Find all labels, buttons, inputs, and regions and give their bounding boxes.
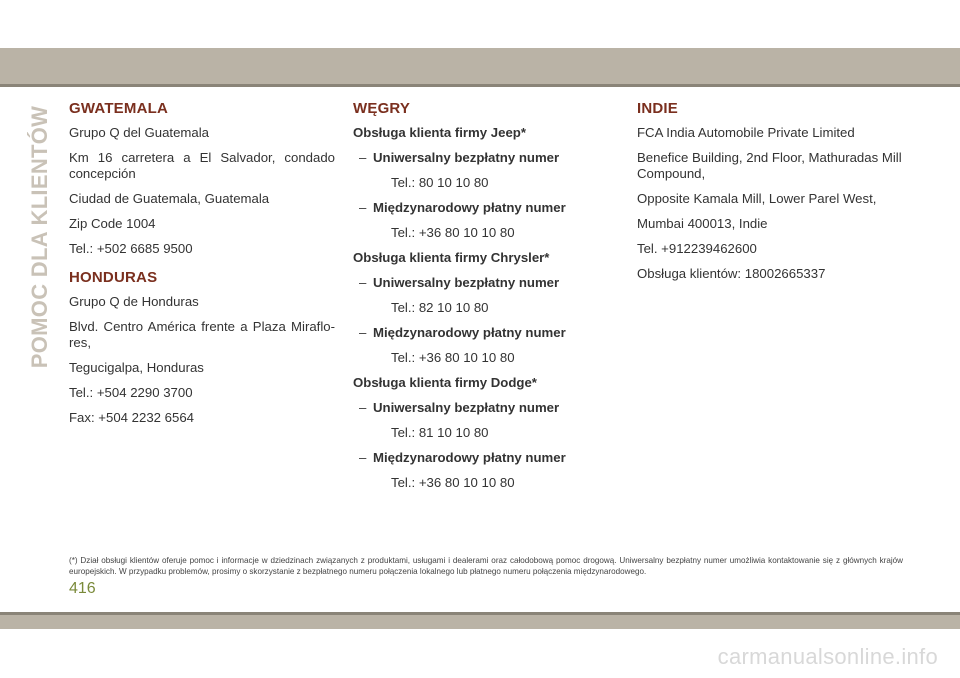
honduras-line: Fax: +504 2232 6564 [69, 410, 195, 425]
service-group-chrysler [353, 250, 619, 366]
india-line: FCA India Automobile Private Limited [637, 125, 855, 140]
service-group-title: Obsługa klienta firmy Jeep* [353, 125, 526, 140]
column-guatemala-honduras [69, 100, 335, 435]
honduras-line: Grupo Q de Honduras [69, 294, 199, 309]
honduras-line: Tel.: +504 2290 3700 [69, 385, 193, 400]
top-margin [0, 0, 960, 48]
service-item-label: – Międzynarodowy płatny numer [359, 325, 566, 340]
honduras-line: Tegucigalpa, Honduras [69, 360, 204, 375]
service-item-label: – Uniwersalny bezpłatny numer [359, 150, 560, 165]
guatemala-line: Km 16 carretera a El Salvador, condado concepción [69, 150, 335, 181]
india-line: Opposite Kamala Mill, Lower Parel West, [637, 191, 877, 206]
india-line: Obsługa klientów: 18002665337 [637, 266, 826, 281]
column-hungary [353, 100, 619, 500]
footnote: (*) Dział obsługi klientów oferuje pomoc i informacje w dziedzinach związanych z produktami, usługami i dealerami oraz całodobową pomoc drogową. Uniwersalny bezpłatny numer umożliwia kontaktowanie się z głównych krajów europejskich. W przypadku problemów, prosimy o skorzystanie z bezpłatnego numeru połączenia lokalnego lub płatnego numeru połączenia międzynarodowego. [69, 556, 903, 576]
service-group-title: Obsługa klienta firmy Dodge* [353, 375, 537, 390]
india-line: Tel. +912239462600 [637, 241, 757, 256]
header-rule [0, 84, 960, 87]
service-item-tel: Tel.: +36 80 10 10 80 [391, 225, 515, 240]
service-group-jeep [353, 125, 619, 241]
footer-band [0, 615, 960, 629]
guatemala-line: Tel.: +502 6685 9500 [69, 241, 193, 256]
service-item-tel: Tel.: +36 80 10 10 80 [391, 475, 515, 490]
header-band [0, 48, 960, 84]
service-group-title: Obsługa klienta firmy Chrysler* [353, 250, 550, 265]
side-section-title-text: POMOC DLA KLIENTÓW [27, 105, 53, 369]
heading-india: INDIE [637, 100, 679, 117]
heading-honduras: HONDURAS [69, 269, 158, 286]
page-number: 416 [69, 580, 96, 597]
honduras-line: Blvd. Centro América frente a Plaza Miraflo-res, [69, 319, 335, 350]
guatemala-line: Ciudad de Guatemala, Guatemala [69, 191, 270, 206]
heading-hungary: WĘGRY [353, 100, 411, 117]
india-line: Benefice Building, 2nd Floor, Mathuradas Mill Compound, [637, 150, 902, 181]
india-line: Mumbai 400013, Indie [637, 216, 768, 231]
service-item-label: – Uniwersalny bezpłatny numer [359, 400, 560, 415]
service-item-tel: Tel.: +36 80 10 10 80 [391, 350, 515, 365]
service-item-tel: Tel.: 82 10 10 80 [391, 300, 489, 315]
heading-guatemala: GWATEMALA [69, 100, 169, 117]
service-item-label: – Międzynarodowy płatny numer [359, 200, 566, 215]
service-item-label: – Międzynarodowy płatny numer [359, 450, 566, 465]
side-section-title [20, 104, 60, 370]
guatemala-line: Zip Code 1004 [69, 216, 156, 231]
service-item-tel: Tel.: 81 10 10 80 [391, 425, 489, 440]
column-india [637, 100, 903, 291]
watermark: carmanualsonline.info [717, 644, 938, 669]
service-item-label: – Uniwersalny bezpłatny numer [359, 275, 560, 290]
service-item-tel: Tel.: 80 10 10 80 [391, 175, 489, 190]
guatemala-line: Grupo Q del Guatemala [69, 125, 210, 140]
service-group-dodge [353, 375, 619, 491]
